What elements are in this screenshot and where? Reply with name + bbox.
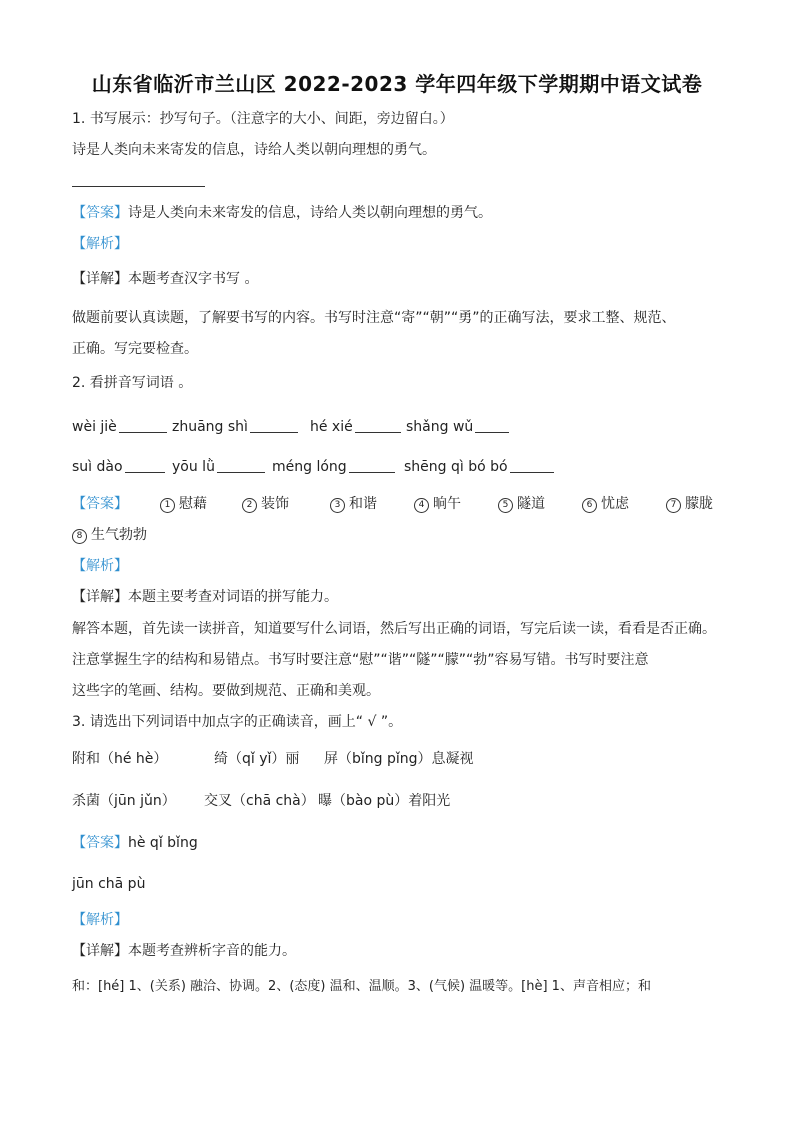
answer-word: 装饰 bbox=[261, 496, 289, 512]
circled-number: 6 bbox=[582, 498, 597, 513]
reading-item: 杀菌（jūn jǔn） bbox=[72, 793, 176, 809]
q3-analysis-tag: 【解析】 bbox=[72, 912, 128, 928]
answer-item bbox=[666, 495, 713, 513]
answer-tag: 【答案】 bbox=[72, 835, 128, 851]
q3-stem: 3. 请选出下列词语中加点字的正确读音，画上“ √ ”。 bbox=[72, 714, 403, 730]
q3-answer-line-2: jūn chā pù bbox=[72, 876, 146, 892]
circled-number: 8 bbox=[72, 529, 87, 544]
answer-item bbox=[160, 495, 207, 513]
q1-explain-2: 正确。写完要检查。 bbox=[72, 341, 198, 357]
answer-item bbox=[582, 495, 629, 513]
blank-line bbox=[510, 471, 554, 473]
pinyin-item bbox=[310, 418, 405, 436]
answer-word: 隧道 bbox=[517, 496, 545, 512]
blank-line bbox=[475, 431, 509, 433]
q1-answer-blank bbox=[72, 186, 205, 187]
answer-item bbox=[72, 526, 147, 544]
answer-word: 朦胧 bbox=[685, 496, 713, 512]
circled-number: 5 bbox=[498, 498, 513, 513]
detail-tag: 【详解】 bbox=[72, 589, 128, 605]
q2-stem: 2. 看拼音写词语 。 bbox=[72, 375, 193, 391]
blank-line bbox=[349, 471, 395, 473]
blank-line bbox=[355, 431, 401, 433]
q1-answer bbox=[72, 204, 492, 222]
blank-line bbox=[119, 431, 167, 433]
q1-answer-text: 诗是人类向未来寄发的信息，诗给人类以朝向理想的勇气。 bbox=[128, 205, 492, 221]
q1-explain-1: 做题前要认真读题，了解要书写的内容。书写时注意“寄”“朝”“勇”的正确写法，要求工整、规范、 bbox=[72, 310, 676, 326]
pinyin-text: suì dào bbox=[72, 459, 123, 475]
reading-item: 屏（bǐng pǐng）息凝视 bbox=[324, 751, 474, 767]
circled-number: 2 bbox=[242, 498, 257, 513]
reading-item: 附和（hé hè） bbox=[72, 751, 168, 767]
q2-explain-1: 解答本题，首先读一读拼音，知道要写什么词语，然后写出正确的词语，写完后读一读，看看是否正确。 bbox=[72, 621, 716, 637]
pinyin-text: hé xié bbox=[310, 419, 353, 435]
answer-item bbox=[242, 495, 289, 513]
q3-answer-line-1: hè qǐ bǐng bbox=[128, 835, 198, 851]
q2-explain-2: 注意掌握生字的结构和易错点。书写时要注意“慰”“谐”“隧”“朦”“勃”容易写错。书写时要注意 bbox=[72, 652, 649, 668]
reading-item: 绮（qǐ yǐ）丽 bbox=[214, 751, 300, 767]
q3-answer bbox=[72, 834, 198, 852]
q3-detail-text: 本题考查辨析字音的能力。 bbox=[128, 943, 296, 959]
pinyin-item bbox=[406, 418, 513, 436]
circled-number: 3 bbox=[330, 498, 345, 513]
q1-detail-text: 本题考查汉字书写 。 bbox=[128, 271, 259, 287]
blank-line bbox=[250, 431, 298, 433]
circled-number: 4 bbox=[414, 498, 429, 513]
pinyin-text: méng lóng bbox=[272, 459, 347, 475]
answer-tag: 【答案】 bbox=[72, 205, 128, 221]
blank-line bbox=[125, 471, 165, 473]
q2-explain-3: 这些字的笔画、结构。要做到规范、正确和美观。 bbox=[72, 683, 380, 699]
q2-answer-tag: 【答案】 bbox=[72, 496, 128, 512]
q1-detail bbox=[72, 270, 258, 288]
pinyin-text: shēng qì bó bó bbox=[404, 459, 508, 475]
circled-number: 1 bbox=[160, 498, 175, 513]
circled-number: 7 bbox=[666, 498, 681, 513]
pinyin-item bbox=[272, 458, 399, 476]
pinyin-item bbox=[172, 418, 302, 436]
detail-tag: 【详解】 bbox=[72, 943, 128, 959]
pinyin-item bbox=[404, 458, 558, 476]
answer-word: 生气勃勃 bbox=[91, 527, 147, 543]
pinyin-item bbox=[72, 418, 171, 436]
pinyin-item bbox=[172, 458, 269, 476]
answer-item bbox=[414, 495, 461, 513]
answer-item bbox=[330, 495, 377, 513]
q2-detail bbox=[72, 588, 338, 606]
detail-tag: 【详解】 bbox=[72, 271, 128, 287]
pinyin-text: shǎng wǔ bbox=[406, 419, 474, 435]
page-title: 山东省临沂市兰山区 2022-2023 学年四年级下学期期中语文试卷 bbox=[91, 72, 703, 96]
q2-analysis-tag: 【解析】 bbox=[72, 558, 128, 574]
pinyin-item bbox=[72, 458, 169, 476]
q3-explain-1: 和：[hé] 1、(关系) 融洽、协调。2、(态度) 温和、温顺。3、(气候) 温暖等。[hè] 1、声音相应；和 bbox=[72, 979, 651, 994]
blank-line bbox=[217, 471, 265, 473]
answer-word: 忧虑 bbox=[601, 496, 629, 512]
reading-item: 交叉（chā chà） bbox=[204, 793, 315, 809]
pinyin-text: wèi jiè bbox=[72, 419, 117, 435]
answer-word: 晌午 bbox=[433, 496, 461, 512]
q1-stem: 1. 书写展示：抄写句子。（注意字的大小、间距，旁边留白。） bbox=[72, 111, 454, 127]
answer-item bbox=[498, 495, 545, 513]
pinyin-text: zhuāng shì bbox=[172, 419, 248, 435]
q3-detail bbox=[72, 942, 296, 960]
pinyin-text: yōu lǜ bbox=[172, 459, 215, 475]
q1-analysis-tag: 【解析】 bbox=[72, 236, 128, 252]
q1-sentence: 诗是人类向未来寄发的信息，诗给人类以朝向理想的勇气。 bbox=[72, 142, 436, 158]
answer-word: 和谐 bbox=[349, 496, 377, 512]
answer-word: 慰藉 bbox=[179, 496, 207, 512]
q2-detail-text: 本题主要考查对词语的拼写能力。 bbox=[128, 589, 338, 605]
reading-item: 曝（bào pù）着阳光 bbox=[318, 793, 451, 809]
